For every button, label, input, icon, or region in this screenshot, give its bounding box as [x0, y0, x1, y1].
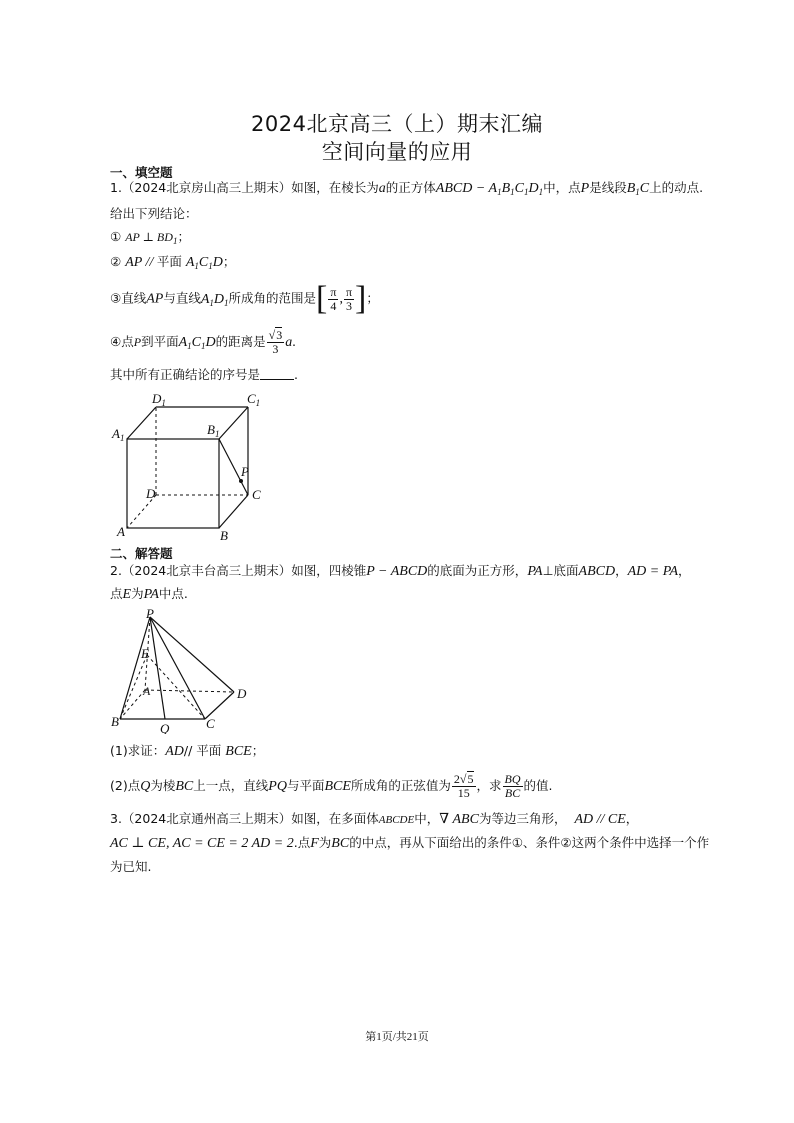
cube-front-face [127, 439, 219, 528]
label-B1: $B_1$ [207, 422, 220, 439]
edge-PD [150, 617, 234, 692]
edge-PC [150, 617, 205, 719]
q2-intro: 2.（2024北京丰台高三上期末）如图，四棱锥P − ABCD的底面为正方形，PA⊥底面ABCD，AD = PA， [110, 563, 691, 579]
q2-line2: 点E为PA中点. [110, 586, 188, 602]
label-B: B [111, 714, 119, 729]
label-C: C [252, 487, 261, 502]
q3-line3: 为已知. [110, 859, 152, 874]
label-P: P [146, 608, 154, 621]
pyramid-figure [108, 608, 256, 734]
label-E: E [141, 646, 149, 661]
label-B: B [220, 528, 228, 542]
section-heading-fill-blank: 一、填空题 [110, 165, 173, 180]
q1-line2: 给出下列结论： [110, 206, 198, 221]
q2-part1: (1)求证：AD// 平面 BCE； [110, 743, 265, 759]
q2-part2: (2)点Q为棱BC上一点，直线PQ与平面BCE所成角的正弦值为 $\frac{2√5}{15}$ ，求 $\frac{BQ}{BC}$ 的值. [110, 772, 553, 800]
label-D1: $D_1$ [152, 391, 166, 408]
point-P [239, 479, 243, 483]
q1-intro: 1.（2024北京房山高三上期末）如图，在棱长为a的正方体ABCD − $A_1B_1C_1D_1$中，点P是线段$B_1C$上的动点. [110, 180, 704, 197]
edge-PB [120, 617, 150, 719]
q3-line2: AC ⊥ CE, AC = CE = 2 AD = 2.点F为BC的中点，再从下面给出的条件①、条件②这两个条件中选择一个作 [110, 835, 710, 851]
label-C: C [206, 716, 215, 731]
label-A: A [143, 684, 151, 698]
q1-conclusion-4: ④点P到平面$A_1C_1D$的距离是 $\frac{√3}{3}$ a. [110, 328, 296, 356]
q1-conclusion-1: ① AP ⊥ $BD_1$； [110, 229, 190, 246]
label-A1: $A_1$ [112, 426, 125, 443]
page-title: 2024北京高三（上）期末汇编 [251, 112, 543, 136]
label-D: D [237, 686, 247, 701]
label-C1: $C_1$ [247, 391, 261, 408]
label-A: A [117, 524, 125, 539]
edge-CD [205, 692, 234, 719]
label-P: P [241, 464, 249, 479]
q1-question: 其中所有正确结论的序号是 . [110, 367, 298, 382]
page-footer: 第1页/共21页 [365, 1031, 429, 1043]
page-subtitle: 空间向量的应用 [321, 140, 473, 164]
segment-PQ [150, 617, 165, 719]
q1-conclusion-3: ③直线AP与直线$A_1D_1$所成角的范围是[ $\frac{\pi}{4}$ , $\frac{\pi}{3}$ ]； [110, 280, 379, 317]
cube-figure [108, 390, 278, 542]
q3-intro: 3.（2024北京通州高三上期末）如图，在多面体ABCDE中，∇ ABC为等边三角形， AD // CE， [110, 811, 639, 827]
q1-conclusion-2: ② AP // 平面 $A_1C_1D$； [110, 254, 236, 271]
label-Q: Q [160, 721, 170, 734]
label-D: D [146, 486, 156, 501]
section-heading-solution: 二、解答题 [110, 546, 173, 561]
